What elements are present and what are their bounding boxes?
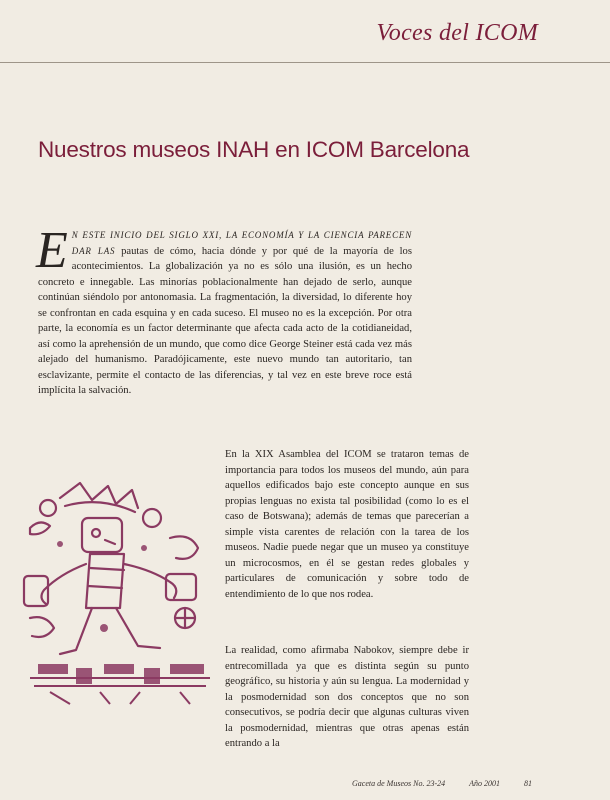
intro-paragraph bbox=[36, 222, 412, 399]
paragraph-3-text: La realidad, como afirmaba Nabokov, siempre debe ir entrecomillada ya que es distinta según su punto geográfico, su historia y aún su lengua. La modernidad y la posmodernidad son dos conceptos que no son consecutivos, se podría decir que algunas culturas viven la posmodernidad, mientras que otras apenas están entrando a la bbox=[225, 645, 469, 749]
codex-illustration bbox=[20, 478, 220, 708]
header-rule bbox=[0, 62, 610, 63]
intro-body: pautas de cómo, hacia dónde y por qué de la mayoría de los acontecimientos. La globalización ya no es sólo una ilusión, es un hecho concreto e innegable. Las minorías poblacionalmente han dejado de serlo, aunque continúan siéndolo por antonomasia. La fragmentación, la diversidad, lo diferente hoy se confrontan en cada esquina y en cada suceso. El museo no es la excepción. Por otra parte, la economía es un factor determinante que afecta cada acto de la cotidianeidad, así como la aprehensión de un mundo, que como dice George Steiner está cada vez más alejado del humanismo. Paradójicamente, este nuevo mundo tan autoritario, tan esclavizante, permite el contacto de las diferencias, y tal vez en este breve roce está implícita la salvación. bbox=[38, 245, 412, 396]
drop-cap: E bbox=[36, 222, 68, 279]
footer-publication: Gaceta de Museos No. 23-24 bbox=[352, 779, 446, 788]
paragraph-2-text: En la XIX Asamblea del ICOM se trataron temas de importancia para todos los museos del mundo, aún para aquellos edificados bajo este concepto aunque en sus propias lenguas no exista tal posibilidad (como lo es el caso de Botswana); además de temas que parecerían a simple vista carentes de relación con la tarea de los museos. Nadie puede negar que un museo ya constituye un microcosmos, en él se gestan redes globales y particulares de comunicación y sobre todo de entendimiento de lo que nos rodea. bbox=[225, 449, 469, 600]
body-paragraph-2 bbox=[225, 447, 469, 602]
body-paragraph-3 bbox=[225, 643, 469, 752]
page-footer bbox=[352, 779, 532, 788]
section-title: Voces del ICOM bbox=[376, 20, 538, 46]
intro-smallcaps: N ESTE INICIO DEL SIGLO XXI, LA ECONOMÍA Y LA CIENCIA PARECEN DAR LAS bbox=[71, 230, 412, 256]
footer-page-number: 81 bbox=[524, 779, 532, 788]
footer-year: Año 2001 bbox=[469, 779, 500, 788]
article-headline: Nuestros museos INAH en ICOM Barcelona bbox=[38, 137, 470, 163]
